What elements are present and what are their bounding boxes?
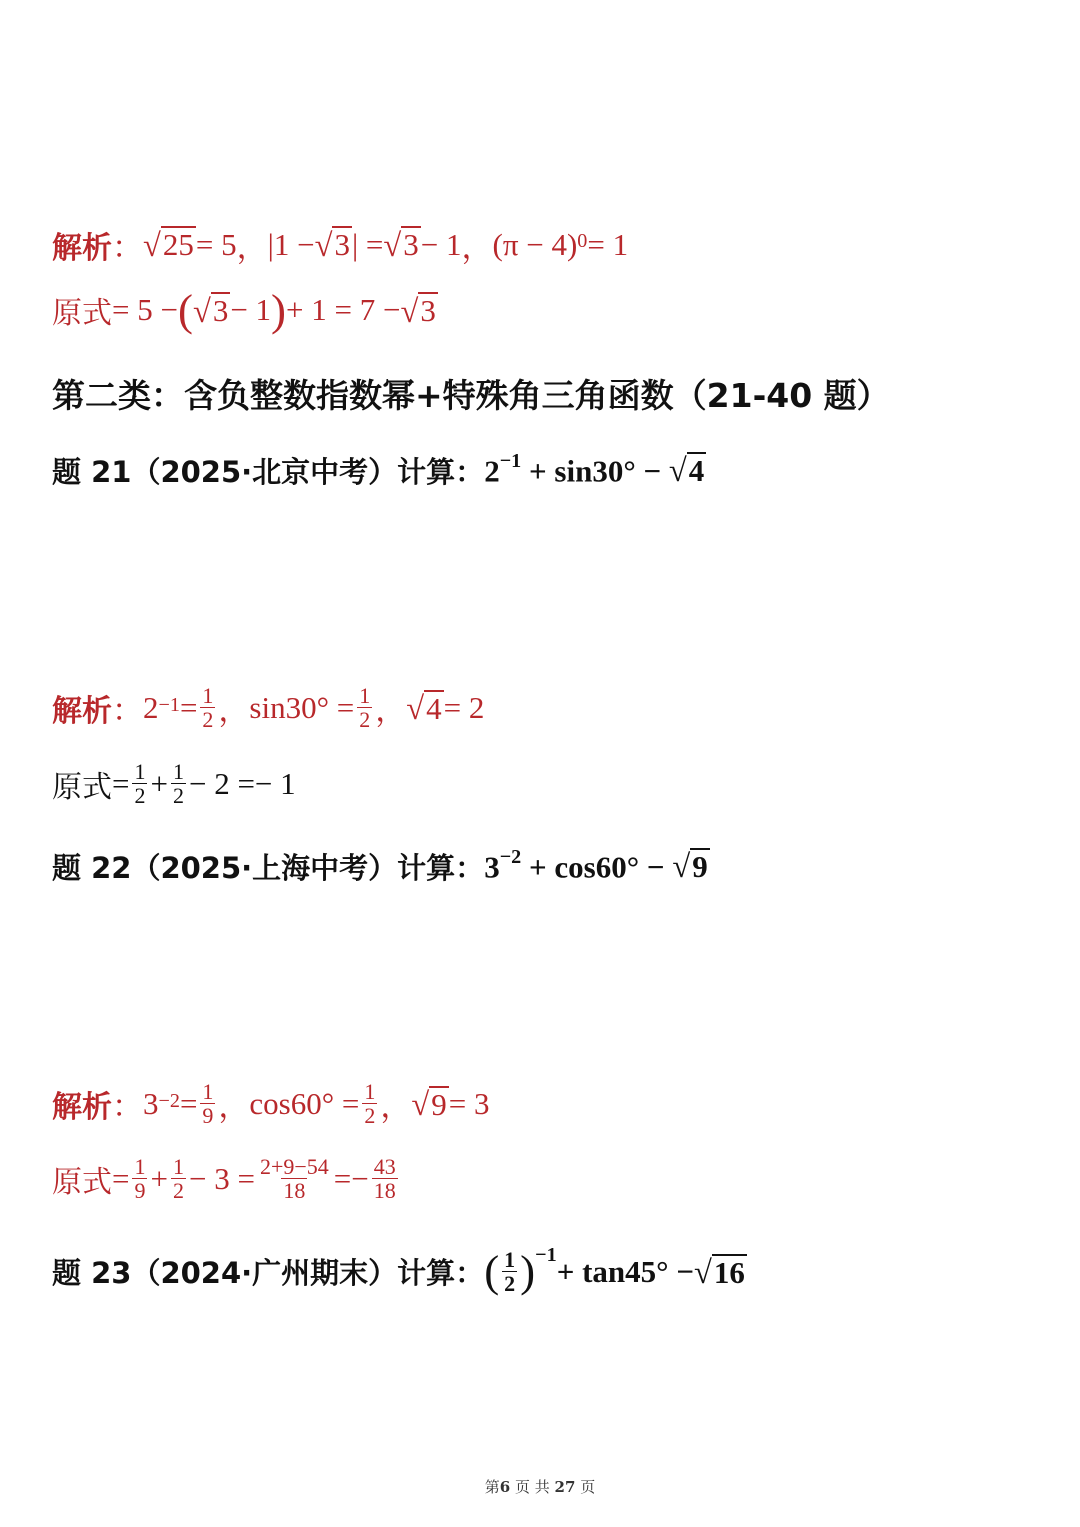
page-footer: 第6 页 共 27 页 (484, 1478, 596, 1496)
fraction: $\frac{1}{2}$ (134, 759, 146, 809)
analysis-line-block0: 解析 ： √ 25 = 5 ， |1 − √ 3 | = √ 3 − 1 ， (π − 4) $^0$ = 1 (52, 222, 628, 267)
fraction: $\frac{43}{18}$ (373, 1154, 396, 1204)
section-heading: 第二类：含负整数指数幂+特殊角三角函数（21-40 题） (52, 376, 890, 415)
fraction: $\frac{1}{9}$ (134, 1154, 146, 1204)
question-21 (52, 450, 706, 491)
fraction: $\frac{1}{2}$ (202, 683, 214, 733)
analysis-line-q21: 解析 ： 2 $^{-1}$ = $\frac{1}{2}$ ， sin30° = $\frac{1}{2}$ ， √ 4 = 2 (52, 683, 485, 733)
fraction: $\frac{1}{2}$ (364, 1079, 376, 1129)
question-22-label: 题 22（2025·上海中考）计算： (52, 851, 485, 885)
question-23-label: 题 23（2024·广州期末）计算： (52, 1256, 485, 1291)
result-line-block0: 原式 = 5 − ( √ 3 − 1 ) + 1 = 7 − √ 3 (52, 285, 436, 335)
fraction: $\frac{1}{2}$ (172, 1154, 184, 1204)
fraction: $\frac{2+9-54}{18}$ (259, 1154, 329, 1204)
analysis-line-q22: 解析 ： 3 $^{-2}$ = $\frac{1}{9}$ ， cos60° = $\frac{1}{2}$ ， √ 9 = 3 (52, 1079, 490, 1129)
result-line-q21: 原式 = $\frac{1}{2}$ + $\frac{1}{2}$ − 2 =− 1 (52, 759, 296, 809)
question-21-expr: $2^{-1} + \sin 30^\circ$ − √ 4 (484, 449, 705, 490)
question-21-label: 题 21（2025·北京中考）计算： (52, 455, 485, 489)
analysis-label: 解析 (52, 230, 112, 266)
question-22-expr: $3^{-2} + \cos 60^\circ$ − √ 9 (484, 845, 708, 886)
fraction: $\frac{1}{2}$ (359, 683, 371, 733)
question-23-expr: ( $\frac{1}{2}$ ) $^{-1}$ + tan45° − √ 16 (484, 1244, 745, 1297)
question-23 (52, 1244, 747, 1297)
original-label: 原式 (52, 296, 112, 332)
question-22 (52, 846, 710, 887)
fraction: $\frac{1}{9}$ (202, 1079, 214, 1129)
fraction: $\frac{1}{2}$ (172, 759, 184, 809)
result-line-q22: 原式 = $\frac{1}{9}$ + $\frac{1}{2}$ − 3 = $\frac{2+9-54}{18}$ =− $\frac{43}{18}$ (52, 1154, 396, 1204)
sqrt-25: √ 25 (143, 227, 194, 264)
